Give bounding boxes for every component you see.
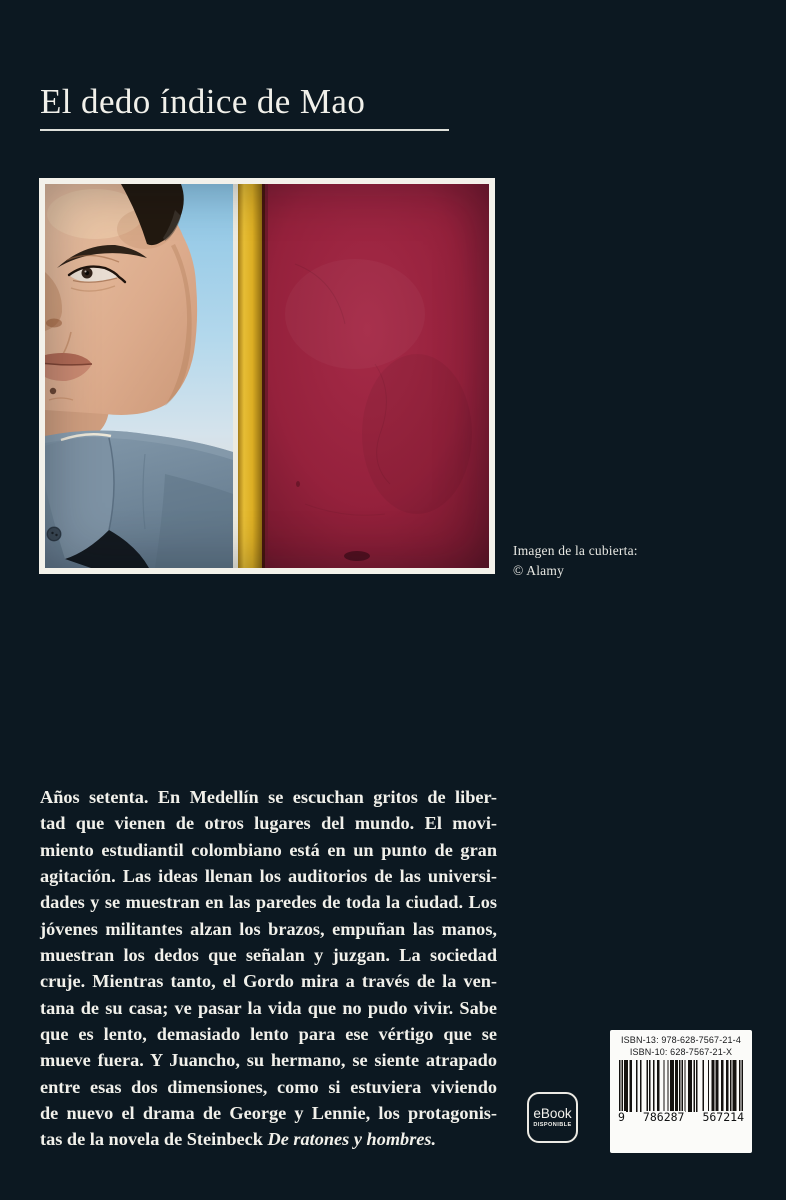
photo-credit-line2: © Alamy: [513, 563, 565, 578]
synopsis-line: tana de su casa; ve pasar la vida que no pudo vivir. Sabe: [40, 997, 497, 1018]
ebook-badge-subtitle: DISPONIBLE: [533, 1121, 572, 1128]
page-title: El dedo índice de Mao: [40, 82, 366, 121]
synopsis-line: tad que vienen de otros lugares del mundo. El movi-: [40, 813, 497, 834]
barcode-digit-group: 786287: [642, 1110, 685, 1124]
ebook-badge-title: eBook: [533, 1105, 572, 1121]
synopsis-line: agitación. Las ideas llenan los auditorios de las universi-: [40, 866, 497, 887]
synopsis-line: cruje. Mientras tanto, el Gordo mira a través de la ven-: [40, 971, 497, 992]
barcode-bars: [619, 1060, 743, 1122]
synopsis-line: que es lento, demasiado lento para ese vértigo que se: [40, 1024, 497, 1045]
cover-photo: [45, 184, 489, 568]
synopsis-line: de nuevo el drama de George y Lennie, los protagonis-: [40, 1103, 497, 1124]
synopsis-last-line: [40, 1126, 497, 1152]
isbn13-text: ISBN-13: 978-628-7567-21-4: [621, 1035, 741, 1045]
isbn10-text: ISBN-10: 628-7567-21-X: [629, 1046, 733, 1057]
barcode-panel: [610, 1030, 752, 1153]
synopsis-line: mueve fuera. Y Juancho, su hermano, se siente atrapado: [40, 1050, 497, 1071]
photo-credit: [513, 541, 638, 581]
ebook-badge: [527, 1092, 578, 1143]
synopsis-text: [40, 784, 497, 1153]
synopsis-line: muestran los dedos que señalan y juzgan. La sociedad: [40, 945, 497, 966]
barcode-digit-group: 567214: [702, 1110, 744, 1124]
cover-photo-frame: [39, 178, 495, 574]
synopsis-line: Años setenta. En Medellín se escuchan gritos de liber-: [40, 787, 497, 807]
barcode-digit-group: 9: [618, 1110, 625, 1124]
mao-portrait-illustration: [45, 184, 489, 568]
book-title-italic: De ratones y hombres.: [267, 1129, 437, 1150]
synopsis-line: entre esas dos dimensiones, como si estuviera viviendo: [40, 1076, 497, 1097]
title-underline: [40, 129, 449, 131]
photo-credit-line1: Imagen de la cubierta:: [513, 543, 638, 558]
synopsis-last-line-regular: tas de la novela de Steinbeck: [40, 1129, 268, 1150]
barcode-digits: [617, 1111, 745, 1124]
synopsis-line: miento estudiantil colombiano está en un punto de gran: [40, 839, 497, 860]
synopsis-line: dades y se muestran en las paredes de toda la ciudad. Los: [40, 892, 497, 913]
synopsis-line: jóvenes militantes alzan los brazos, empuñan las manos,: [40, 918, 497, 939]
